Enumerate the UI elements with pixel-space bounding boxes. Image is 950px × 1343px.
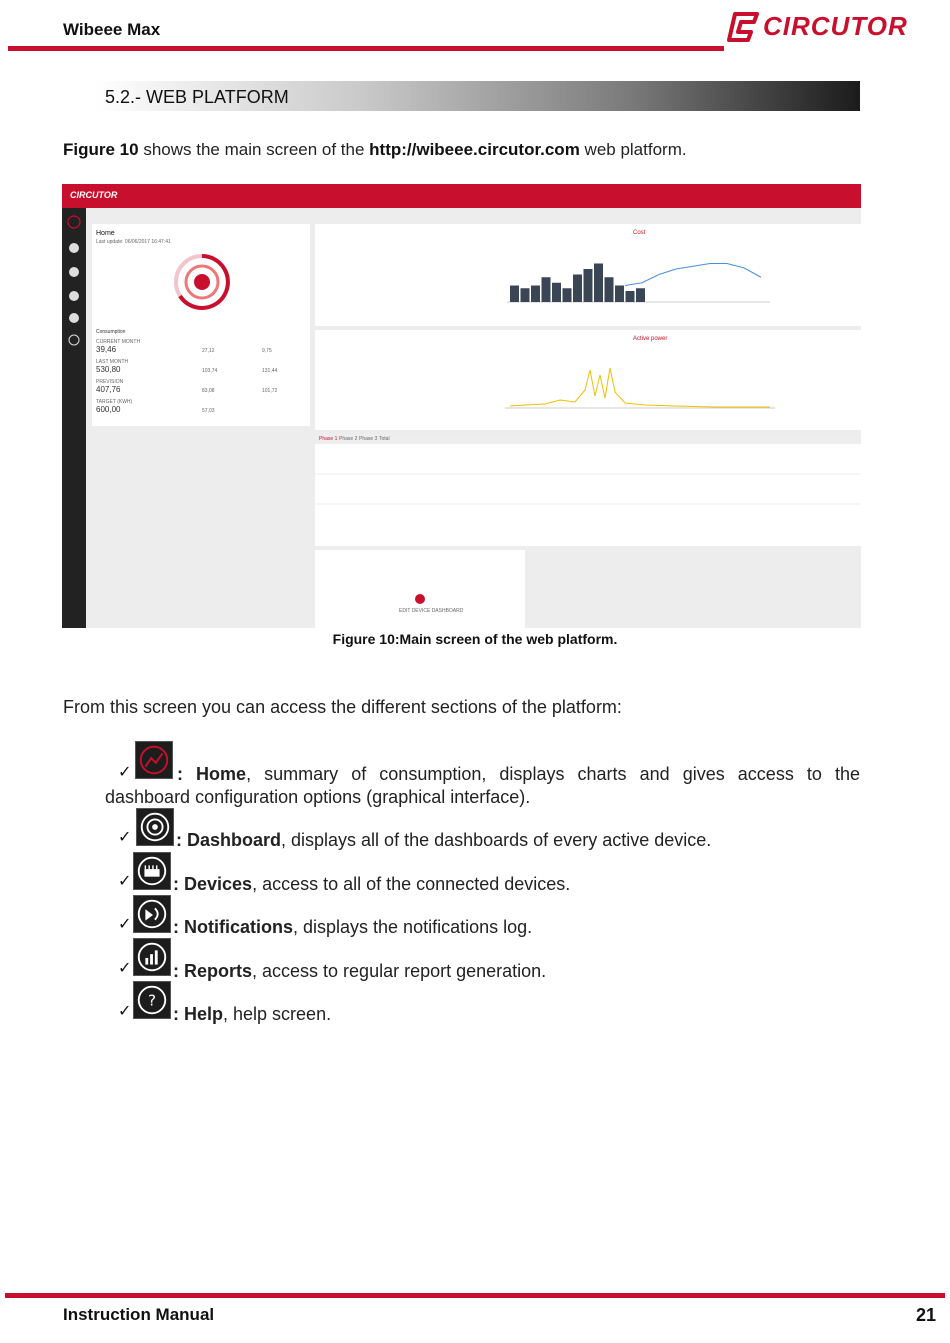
footer-title: Instruction Manual [63,1305,215,1324]
list-item-text [173,960,863,983]
item-label: : Help [173,1004,224,1024]
screenshot-cost-bar [573,275,582,303]
check-icon: ✓ [118,829,132,846]
screenshot-cost-bar [510,286,519,303]
platform-url[interactable]: http://wibeee.circutor.com [369,140,580,159]
screenshot-row-v2: 83,08 [202,388,215,394]
logo-text: CIRCUTOR [763,11,908,41]
screenshot-power-title: Active power [633,336,668,342]
screenshot-logo: CIRCUTOR [70,190,118,200]
screenshot-tab[interactable]: Phase 3 [359,436,378,442]
footer-rule [5,1293,945,1298]
screenshot-power-plot [315,330,861,430]
screenshot-last-update: Last update: 06/06/2017 16:47:41 [96,239,171,245]
screenshot-edit-icon [415,594,425,604]
screenshot-cost-bar [521,288,530,302]
item-label: : Home [177,764,247,784]
screenshot-row-label: PREVISION [96,379,124,385]
screenshot-row-value: 39,46 [96,345,117,354]
screenshot-topbar [62,184,861,208]
list-item-text [173,916,863,939]
dashboard-icon [136,808,174,846]
screenshot-cost-line [625,264,761,286]
check-icon: ✓ [118,873,132,890]
item-label: : Reports [173,961,253,981]
circutor-logo [727,8,907,46]
screenshot-cost-chart [315,224,861,326]
screenshot-edit-label[interactable]: EDIT DEVICE DASHBOARD [399,608,464,614]
screenshot-home-title: Home [96,230,115,237]
screenshot-cost-bar [584,269,593,302]
screenshot-home-card [92,224,310,426]
item-description: , access to regular report generation. [252,961,547,981]
svg-text:?: ? [147,991,157,1010]
screenshot-row-v3: 131,44 [262,368,278,374]
item-description: , displays the notifications log. [293,917,533,937]
check-icon: ✓ [118,1003,132,1020]
item-label: : Dashboard [176,830,282,850]
check-icon: ✓ [118,960,132,977]
list-item-text [105,763,860,809]
screenshot-tab[interactable]: Phase 2 [339,436,358,442]
screenshot-row-value: 530,80 [96,365,121,374]
document-title: Wibeee Max [63,20,161,39]
screenshot-row-label: CURRENT MONTH [96,339,141,345]
screenshot-row-v3: 101,72 [262,388,278,394]
section-title: 5.2.- WEB PLATFORM [105,87,289,107]
sections-intro: From this screen you can access the different sections of the platform: [63,697,622,717]
check-icon: ✓ [118,916,132,933]
intro-text-1: shows the main screen of the [138,140,370,159]
screenshot-edit-card [315,550,525,628]
screenshot-row-label: TARGET (KWH) [96,399,133,405]
circutor-logo-icon [727,10,761,44]
list-item-text [176,829,866,852]
check-icon: ✓ [118,764,132,781]
item-description: , displays all of the dashboards of every active device. [281,830,712,850]
screenshot-consumption-label: Consumption [96,329,126,335]
screenshot-table-lines [315,434,861,546]
header-rule [8,46,724,51]
screenshot-row-v2: 57,03 [202,408,215,414]
screenshot-sidebar [62,208,86,628]
screenshot-cost-bar [636,288,645,302]
screenshot-tab[interactable]: Total [379,436,390,442]
screenshot-row-value: 407,76 [96,385,121,394]
notifications-icon [133,895,171,933]
item-description: , help screen. [223,1004,332,1024]
screenshot-tab[interactable]: Phase 1 [319,436,338,442]
screenshot-cost-bar [552,283,561,302]
screenshot-sidebar-icons [62,208,86,358]
figure-reference: Figure 10 [63,140,139,159]
screenshot-cost-plot [315,224,861,326]
item-description: , summary of consumption, displays charts and gives access to the dashboard configuration options (graphical interface). [105,764,860,807]
help-icon [133,981,171,1019]
screenshot-row-v2: 27,12 [202,348,215,354]
screenshot-cost-bar [626,291,635,302]
item-description: , access to all of the connected devices. [252,874,571,894]
screenshot-row-v2: 103,74 [202,368,218,374]
list-item-text [173,873,863,896]
item-label: : Notifications [173,917,293,937]
web-platform-screenshot [62,184,861,628]
screenshot-row-value: 600,00 [96,405,121,414]
screenshot-row-label: LAST MONTH [96,359,129,365]
screenshot-cost-bar [531,286,540,303]
devices-icon [133,852,171,890]
item-label: : Devices [173,874,253,894]
intro-sentence [63,140,687,160]
reports-icon [133,938,171,976]
screenshot-power-chart [315,330,861,430]
section-heading-bar [95,81,860,111]
figure-caption: Figure 10:Main screen of the web platform. [332,631,618,647]
screenshot-cost-title: Cost [633,230,646,236]
intro-text-2: web platform. [579,140,687,159]
list-item-text [173,1003,863,1026]
screenshot-phase-table [315,434,861,546]
screenshot-cost-bar [605,277,614,302]
screenshot-cost-bar [563,288,572,302]
screenshot-cost-bar [594,264,603,303]
screenshot-gauge [172,252,232,312]
screenshot-row-v3: 9,75 [262,348,272,354]
page-number: 21 [916,1305,937,1325]
screenshot-cost-bar [542,277,551,302]
screenshot-cost-bar [615,286,624,303]
